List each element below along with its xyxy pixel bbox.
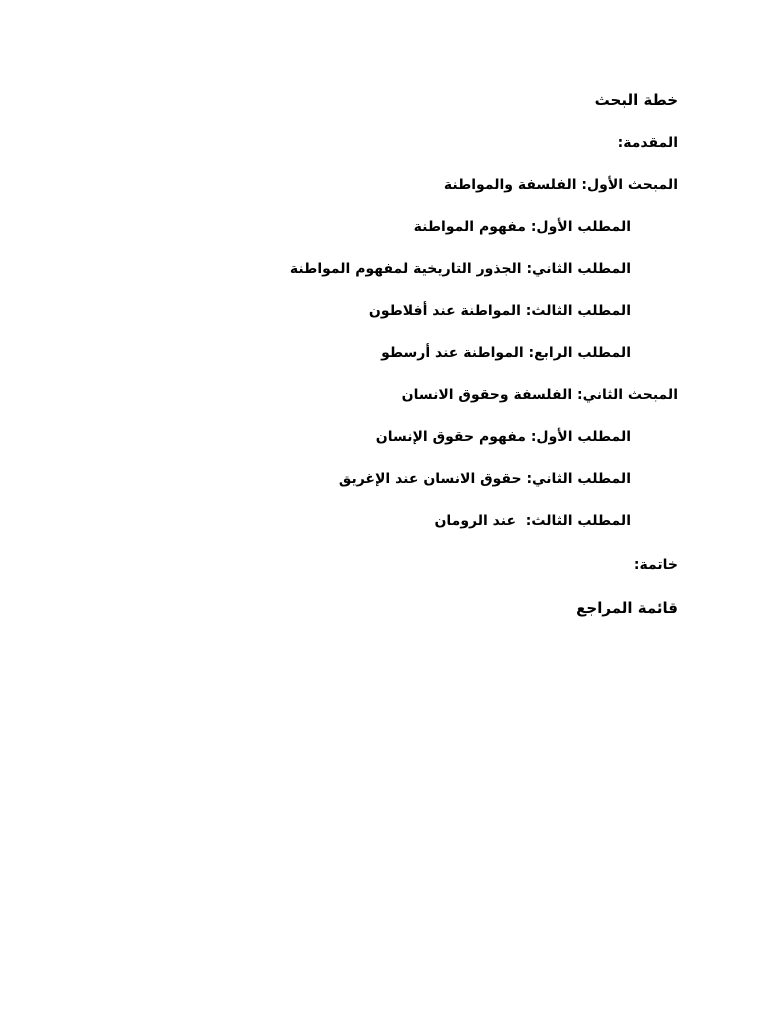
references-heading: قائمة المراجع — [576, 599, 678, 617]
section-1-item-4: المطلب الرابع: المواطنة عند أرسطو — [381, 345, 631, 361]
section-1-item-3: المطلب الثالث: المواطنة عند أفلاطون — [368, 303, 631, 319]
plan-title: خطة البحث — [594, 91, 678, 109]
conclusion-heading: خاتمة: — [633, 557, 678, 573]
section-2-item-3: المطلب الثالث: عند الرومان — [434, 513, 631, 529]
section-2-item-2: المطلب الثاني: حقوق الانسان عند الإغريق — [338, 471, 631, 487]
section-1-heading: المبحث الأول: الفلسفة والمواطنة — [443, 177, 678, 193]
section-2-heading: المبحث الثاني: الفلسفة وحقوق الانسان — [401, 387, 678, 403]
section-1-item-2: المطلب الثاني: الجذور التاريخية لمفهوم المواطنة — [289, 261, 631, 277]
section-2-item-1: المطلب الأول: مفهوم حقوق الإنسان — [375, 429, 631, 445]
section-1-item-1: المطلب الأول: مفهوم المواطنة — [413, 219, 631, 235]
introduction-heading: المقدمة: — [617, 135, 678, 151]
